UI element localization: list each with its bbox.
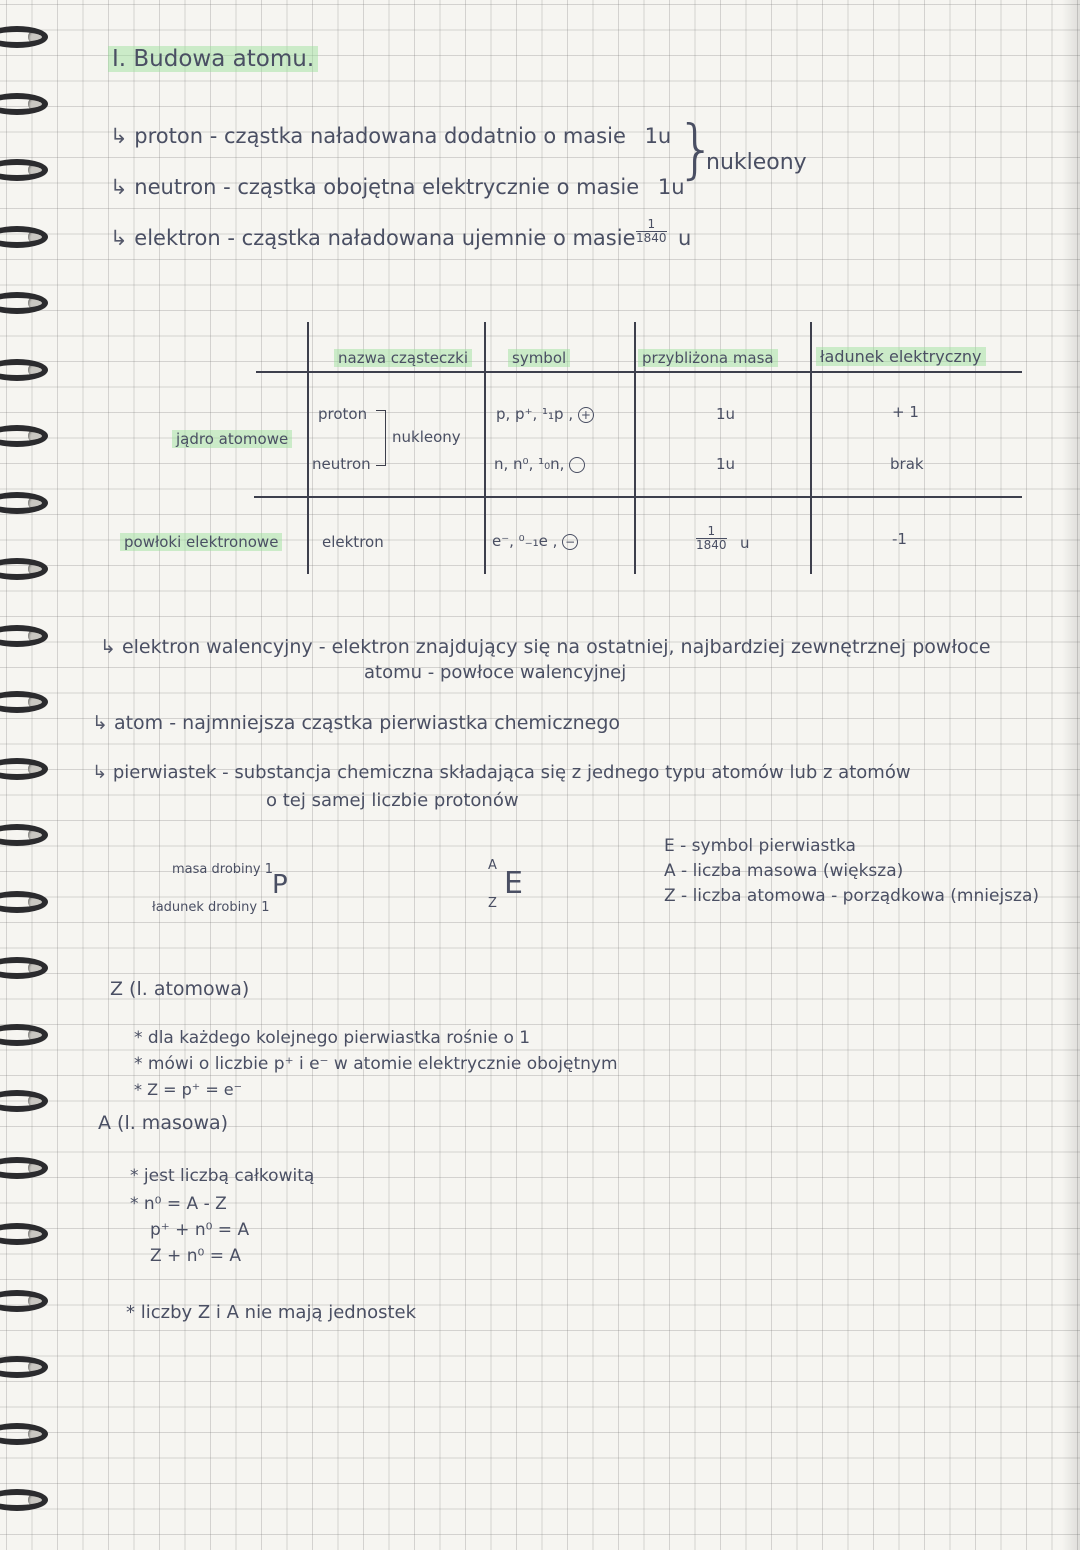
spiral-ring	[0, 1024, 48, 1046]
minus-circle-icon: −	[562, 534, 578, 550]
charge-label-text: ładunek drobiny	[152, 900, 258, 915]
table-hline	[254, 496, 1022, 498]
spiral-ring	[0, 359, 48, 381]
definition-text: - elektron znajdujący się na ostatniej, najbardziej zewnętrznej powłoce	[318, 636, 991, 658]
spiral-ring	[0, 1090, 48, 1112]
bracket-line	[376, 465, 386, 466]
a-heading: A (l. masowa)	[98, 1112, 229, 1134]
row-mass-elektron-unit: u	[740, 534, 750, 552]
group-label-shell: powłoki elektronowe	[120, 533, 282, 551]
symbol-text: e⁻, ⁰₋₁e ,	[492, 532, 558, 550]
definition-text: - najmniejsza cząstka pierwiastka chemicznego	[169, 712, 621, 734]
dash: -	[223, 175, 231, 199]
bracket-line	[376, 410, 386, 411]
particle-name: neutron	[134, 175, 217, 199]
row-symbol-neutron	[494, 455, 585, 473]
row-charge-proton: + 1	[892, 403, 919, 421]
mass-label	[172, 862, 273, 877]
table-hline	[256, 371, 1022, 373]
charge-label	[152, 900, 270, 915]
z-item-1: * dla każdego kolejnego pierwiastka rośnie o 1	[134, 1028, 531, 1048]
spiral-ring	[0, 891, 48, 913]
particle-mass: 1u	[657, 175, 685, 199]
arrow-icon: ↳	[92, 712, 108, 734]
symbol-p: P	[272, 870, 288, 900]
legend-z: Z - liczba atomowa - porządkowa (mniejsza)	[664, 886, 1040, 906]
mass-label-value: 1	[264, 862, 273, 877]
spiral-ring	[0, 558, 48, 580]
dash: -	[209, 124, 218, 148]
spiral-ring	[0, 292, 48, 314]
definition-text: - substancja chemiczna składająca się z jednego typu atomów lub z atomów	[222, 762, 911, 783]
fraction-numerator: 1	[647, 217, 656, 231]
spiral-ring	[0, 625, 48, 647]
fraction-numerator: 1	[707, 524, 716, 538]
spiral-ring	[0, 1157, 48, 1179]
particle-name: elektron	[134, 226, 221, 250]
definition-pierwiastek	[92, 762, 911, 783]
group-label-nucleus: jądro atomowe	[172, 430, 292, 448]
definition-term: pierwiastek	[112, 762, 217, 783]
spiral-binding	[0, 0, 70, 1550]
definition-elektron-walencyjny-cont: atomu - powłoce walencyjnej	[364, 662, 627, 683]
a-item-1: * jest liczbą całkowitą	[130, 1166, 315, 1186]
definition-atom	[92, 712, 620, 734]
arrow-icon: ↳	[110, 124, 128, 148]
definition-term: atom	[113, 712, 164, 734]
row-mass-neutron: 1u	[716, 455, 736, 473]
spiral-ring	[0, 691, 48, 713]
spiral-ring	[0, 758, 48, 780]
fraction-denominator: 1840	[696, 538, 727, 552]
page-title: I. Budowa atomu.	[108, 46, 318, 72]
spiral-ring	[0, 1290, 48, 1312]
spiral-ring	[0, 957, 48, 979]
definition-elektron-walencyjny	[100, 636, 991, 658]
spiral-ring	[0, 226, 48, 248]
a-item-2: * n⁰ = A - Z	[130, 1194, 227, 1214]
elektron-mass-unit: u	[678, 226, 692, 250]
spiral-ring	[0, 824, 48, 846]
nukleony-label: nukleony	[706, 150, 807, 175]
element-symbol-e: E	[504, 866, 523, 901]
row-charge-neutron: brak	[890, 455, 924, 473]
spiral-ring	[0, 425, 48, 447]
particle-item-neutron	[110, 175, 685, 199]
arrow-icon: ↳	[92, 762, 108, 783]
table-header-symbol: symbol	[508, 349, 570, 367]
spiral-ring	[0, 26, 48, 48]
definition-pierwiastek-cont: o tej samej liczbie protonów	[266, 790, 519, 811]
particle-item-elektron	[110, 226, 636, 250]
z-item-3: * Z = p⁺ = e⁻	[134, 1080, 243, 1099]
legend-e: E - symbol pierwiastka	[664, 836, 856, 856]
spiral-ring	[0, 492, 48, 514]
row-mass-proton: 1u	[716, 405, 736, 423]
row-name-elektron: elektron	[322, 533, 384, 551]
table-header-name: nazwa cząsteczki	[334, 349, 472, 367]
particle-mass: 1u	[644, 124, 672, 148]
row-name-neutron: neutron	[312, 455, 371, 473]
plus-circle-icon: +	[578, 407, 594, 423]
row-name-proton: proton	[318, 405, 368, 423]
symbol-text: n, n⁰, ¹₀n,	[494, 455, 565, 473]
table-vline	[810, 322, 812, 574]
arrow-icon: ↳	[100, 636, 116, 658]
fraction-denominator: 1840	[636, 231, 667, 245]
particle-desc: cząstka obojętna elektrycznie o masie	[237, 175, 640, 199]
definition-term: elektron walencyjny	[121, 636, 313, 658]
table-vline	[484, 322, 486, 574]
z-item-2: * mówi o liczbie p⁺ i e⁻ w atomie elektrycznie obojętnym	[134, 1054, 618, 1074]
particle-item-proton	[110, 124, 671, 148]
particle-desc: cząstka naładowana dodatnio o masie	[224, 124, 626, 148]
mass-label-text: masa drobiny	[172, 862, 261, 877]
spiral-ring	[0, 1489, 48, 1511]
spiral-ring	[0, 1423, 48, 1445]
elektron-mass-fraction	[636, 218, 667, 245]
a-final-note: * liczby Z i A nie mają jednostek	[126, 1302, 417, 1323]
a-item-3: p⁺ + n⁰ = A	[150, 1220, 250, 1240]
spiral-ring	[0, 159, 48, 181]
row-symbol-proton	[496, 405, 594, 423]
z-heading: Z (l. atomowa)	[110, 978, 250, 1000]
particle-desc: cząstka naładowana ujemnie o masie	[241, 226, 636, 250]
symbol-a-label: A	[488, 858, 497, 873]
a-item-4: Z + n⁰ = A	[150, 1246, 241, 1266]
spiral-ring	[0, 1223, 48, 1245]
charge-label-value: 1	[261, 900, 270, 915]
row-mass-elektron-fraction	[696, 525, 727, 552]
bracket-line	[385, 410, 386, 466]
spiral-ring	[0, 1356, 48, 1378]
row-symbol-elektron	[492, 532, 578, 550]
arrow-icon: ↳	[110, 175, 128, 199]
row-charge-elektron: -1	[892, 530, 907, 548]
spiral-ring	[0, 93, 48, 115]
table-header-mass: przybliżona masa	[638, 349, 778, 367]
particle-name: proton	[134, 124, 204, 148]
table-vline	[307, 322, 309, 574]
table-vline	[634, 322, 636, 574]
symbol-text: p, p⁺, ¹₁p ,	[496, 405, 574, 423]
symbol-z-label: Z	[488, 896, 497, 911]
table-header-charge: ładunek elektryczny	[816, 347, 986, 366]
legend-a: A - liczba masowa (większa)	[664, 861, 904, 881]
page-edge-shadow	[1062, 0, 1080, 1550]
dash: -	[227, 226, 235, 250]
nukleony-table-label: nukleony	[392, 428, 461, 446]
neutral-circle-icon	[569, 457, 585, 473]
brace-icon: }	[676, 113, 717, 187]
arrow-icon: ↳	[110, 226, 128, 250]
